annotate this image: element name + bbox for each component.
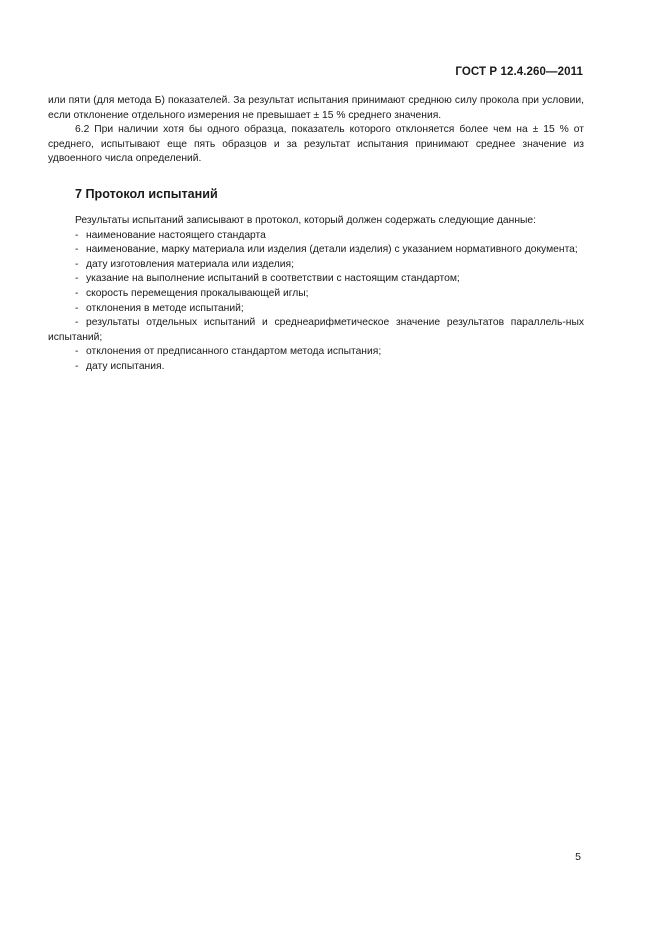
list-marker: - bbox=[75, 229, 79, 241]
list-item bbox=[48, 316, 584, 345]
list-marker: - bbox=[75, 317, 79, 329]
list-item-text: наименование, марку материала или изделия (детали изделия) с указанием нормативного документа; bbox=[86, 244, 578, 256]
page-number: 5 bbox=[575, 851, 581, 863]
list-item bbox=[48, 258, 584, 273]
list-item-text: дату изготовления материала или изделия; bbox=[86, 258, 294, 270]
list-item bbox=[48, 345, 584, 360]
list-item bbox=[48, 302, 584, 317]
page-content bbox=[48, 94, 584, 375]
list-item-text: отклонения от предписанного стандартом метода испытания; bbox=[86, 346, 382, 358]
list-item-text: дату испытания. bbox=[86, 360, 165, 372]
list-item bbox=[48, 229, 584, 244]
protocol-items-list bbox=[48, 229, 584, 375]
list-item-text: скорость перемещения прокалывающей иглы; bbox=[86, 287, 309, 299]
list-item-text: результаты отдельных испытаний и среднеарифметическое значение результатов параллель-ных испытаний; bbox=[48, 317, 584, 343]
list-item-text: отклонения в методе испытаний; bbox=[86, 302, 244, 314]
paragraph-6-2: 6.2 При наличии хотя бы одного образца, показатель которого отклоняется более чем на ± 15 % от среднего, испытывают еще пять образцов и за результат испытания принимают среднее значение из удвоенного числа определений. bbox=[48, 124, 584, 165]
list-item-text: указание на выполнение испытаний в соответствии с настоящим стандартом; bbox=[86, 273, 460, 285]
section-7-title: 7 Протокол испытаний bbox=[75, 186, 218, 201]
list-item-text: наименование настоящего стандарта bbox=[86, 229, 266, 241]
list-item bbox=[48, 287, 584, 302]
list-marker: - bbox=[75, 258, 79, 270]
list-marker: - bbox=[75, 287, 79, 299]
list-item bbox=[48, 272, 584, 287]
list-marker: - bbox=[75, 273, 79, 285]
list-marker: - bbox=[75, 360, 79, 372]
continuation-paragraph: или пяти (для метода Б) показателей. За результат испытания принимают среднюю силу прокола при условии, если отклонение отдельного измерения не превышает ± 15 % среднего значения. bbox=[48, 95, 584, 121]
list-marker: - bbox=[75, 302, 79, 314]
list-item bbox=[48, 360, 584, 375]
list-marker: - bbox=[75, 244, 79, 256]
list-marker: - bbox=[75, 346, 79, 358]
section-7-intro: Результаты испытаний записывают в протокол, который должен содержать следующие данные: bbox=[75, 214, 537, 226]
document-code-header: ГОСТ Р 12.4.260—2011 bbox=[455, 66, 583, 78]
list-item bbox=[48, 243, 584, 258]
